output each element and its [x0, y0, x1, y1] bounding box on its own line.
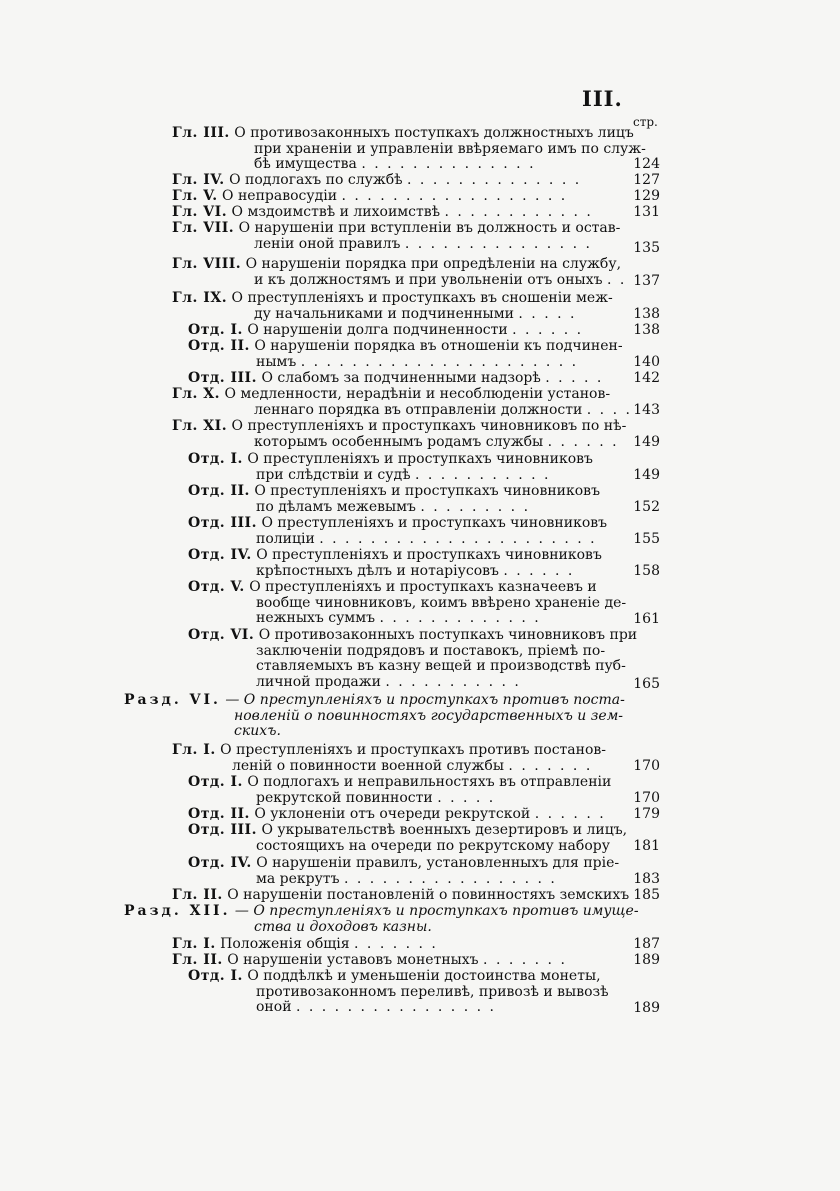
entry-page: 127 — [633, 172, 660, 188]
entry-text-line: леніи оной правилъ — [254, 235, 401, 252]
entry-label: Отд. II. — [188, 483, 250, 499]
toc-entry: Отд. III. О слабомъ за подчиненными надзорѣ . . . . . — [188, 370, 604, 386]
toc-entry: Гл. IV. О подлогахъ по службѣ . . . . . . . . . . . . . . — [172, 172, 582, 188]
entry-label: Гл. V. — [172, 188, 218, 204]
entry-label: Отд. IV. — [188, 547, 252, 563]
entry-text-line: О противозаконныхъ поступкахъ должностныхъ лицъ — [234, 125, 634, 141]
entry-text-line: О нарушеніи постановленій о повинностяхъ земскихъ — [227, 887, 630, 903]
entry-page: 131 — [633, 204, 660, 220]
entry-label: Гл. VI. — [172, 204, 228, 220]
entry-label: Гл. I. — [172, 936, 216, 952]
entry-label: Отд. IV. — [188, 855, 252, 871]
toc-entry: Отд. III. О преступленіяхъ и проступкахъ чиновниковъ полиціи . . . . . . . . . . . . . . . . . . . . . . — [188, 515, 608, 547]
section-title-line: скихъ. — [234, 723, 281, 740]
entry-page: 179 — [633, 806, 660, 822]
entry-label: Отд. I. — [188, 774, 243, 790]
section-title-line: — О преступленіяхъ и проступкахъ противъ имуще- — [234, 903, 639, 919]
entry-page: 140 — [633, 354, 660, 370]
entry-text-line: леннаго порядка въ отправленіи должности — [254, 401, 583, 418]
entry-text-line: О нарушеніи долга подчиненности — [247, 322, 508, 338]
entry-text-line: О нарушеніи уставовъ монетныхъ — [227, 952, 479, 968]
entry-label: Отд. II. — [188, 806, 250, 822]
entry-text-line: О нарушеніи при вступленіи въ должность и остав- — [238, 220, 621, 236]
entry-text-line: О подлогахъ по службѣ — [229, 172, 403, 188]
entry-page: 152 — [633, 499, 660, 515]
entry-label: Отд. I. — [188, 968, 243, 984]
entry-label: Гл. IX. — [172, 290, 228, 306]
section-title-line: новленій о повинностяхъ государственныхъ и зем- — [234, 707, 624, 724]
toc-entry: Отд. I. О нарушеніи долга подчиненности . . . . . . — [188, 322, 584, 338]
entry-label: Гл. II. — [172, 887, 223, 903]
entry-text-line: Положенія общія — [220, 936, 350, 952]
toc-entry: Отд. IV. О нарушеніи правилъ, установленныхъ для пріе- ма рекрутъ . . . . . . . . . . . . . . . . . — [188, 855, 620, 887]
entry-page: 149 — [633, 467, 660, 483]
entry-text-line: нымъ — [256, 353, 297, 370]
toc-entry: Гл. I. Положенія общія . . . . . . . — [172, 936, 438, 952]
entry-text-line: по дѣламъ межевымъ — [256, 498, 416, 515]
entry-page: 155 — [633, 531, 660, 547]
entry-text-line: О преступленіяхъ и проступкахъ чиновниковъ — [247, 451, 593, 467]
toc-entry: Гл. VI. О мздоимствѣ и лихоимствѣ . . . . . . . . . . . . — [172, 204, 593, 220]
entry-text-line: О преступленіяхъ и проступкахъ въ сношеніи меж- — [231, 290, 613, 306]
entry-text-line: О нарушеніи порядка въ отношеніи къ подчинен- — [254, 338, 623, 354]
toc-entry: Отд. I. О поддѣлкѣ и уменьшеніи достоинства монеты, противозаконномъ переливѣ, привозѣ и вывозѣ оной . . . . . . . . . . . . . . . . — [188, 969, 612, 1016]
entry-text-line: О медленности, нерадѣніи и несоблюденіи установ- — [224, 386, 611, 402]
toc-entry: Гл. I. О преступленіяхъ и проступкахъ противъ постанов- леній о повинности военной службы . . . . . . . — [172, 742, 607, 774]
entry-text-line: полиціи — [256, 530, 315, 547]
toc-entry: Отд. II. О преступленіяхъ и проступкахъ чиновниковъ по дѣламъ межевымъ . . . . . . . . . — [188, 483, 600, 515]
entry-text-line: личной продажи — [256, 673, 381, 690]
entry-page: 149 — [633, 434, 660, 450]
entry-page: 124 — [633, 156, 660, 172]
entry-text-line: леній о повинности военной службы — [232, 757, 504, 774]
entry-text-line: О подлогахъ и неправильностяхъ въ отправленіи — [247, 774, 612, 790]
entry-text-line: О преступленіяхъ и проступкахъ противъ постанов- — [220, 742, 607, 758]
entry-text-line: противозаконномъ переливѣ, привозѣ и вывозѣ — [256, 983, 609, 1000]
entry-label: Отд. VI. — [188, 627, 255, 643]
toc-entry: Гл. III. О противозаконныхъ поступкахъ должностныхъ лицъ при храненіи и управленіи ввѣряемаго имъ по служ- бѣ имущества . . . . . . . . . . . . . . — [172, 125, 646, 173]
toc-entry: Отд. I. О преступленіяхъ и проступкахъ чиновниковъ при слѣдствіи и судѣ . . . . . . . . . . . — [188, 451, 593, 483]
toc-entry — [172, 887, 630, 904]
entry-text-line: О преступленіяхъ и проступкахъ чиновниковъ — [256, 547, 602, 563]
entry-label: Гл. VII. — [172, 220, 235, 236]
section-title-line: ства и доходовъ казны. — [254, 918, 432, 935]
entry-text-line: О уклоненіи отъ очереди рекрутской — [254, 806, 531, 822]
entry-text-line: ставляемыхъ въ казну вещей и производствѣ пуб- — [256, 658, 626, 675]
toc-entry: Отд. II. О нарушеніи порядка въ отношеніи къ подчинен- нымъ . . . . . . . . . . . . . . . . . . . . . . — [188, 338, 623, 370]
entry-page: 135 — [633, 240, 660, 256]
entry-page: 161 — [633, 611, 660, 627]
entry-text-line: О нарушеніи порядка при опредѣленіи на службу, — [245, 256, 622, 272]
entry-page: 187 — [633, 936, 660, 952]
section-label: Разд. VI. — [124, 692, 221, 708]
entry-page: 183 — [633, 871, 660, 887]
entry-label: Отд. II. — [188, 338, 250, 354]
entry-text-line: О слабомъ за подчиненными надзорѣ — [261, 370, 541, 386]
entry-text-line: заключеніи подрядовъ и поставокъ, пріемѣ по- — [256, 642, 606, 659]
entry-label: Гл. III. — [172, 125, 230, 141]
entry-page: 142 — [633, 370, 660, 386]
entry-label: Отд. III. — [188, 515, 257, 531]
entry-label: Отд. III. — [188, 370, 257, 386]
entry-page: 189 — [633, 952, 660, 968]
entry-text-line: О преступленіяхъ и проступкахъ чиновниковъ по нѣ- — [231, 418, 627, 434]
entry-text-line: состоящихъ на очереди по рекрутскому набору — [256, 837, 610, 854]
entry-text-line: крѣпостныхъ дѣлъ и нотаріусовъ — [256, 562, 499, 579]
entry-text-line: О преступленіяхъ и проступкахъ чиновниковъ — [261, 515, 608, 531]
toc-entry: Отд. V. О преступленіяхъ и проступкахъ казначеевъ и вообще чиновниковъ, коимъ ввѣрено храненіе де- нежныхъ суммъ . . . . . . . . . . . . . — [188, 579, 627, 627]
page-column-header: стр. — [633, 115, 658, 129]
entry-page: 189 — [633, 1000, 660, 1016]
entry-label: Гл. I. — [172, 742, 216, 758]
entry-label: Отд. I. — [188, 451, 243, 467]
toc-entry: Гл. VII. О нарушеніи при вступленіи въ должность и остав- леніи оной правилъ . . . . . . . . . . . . . . . — [172, 220, 621, 252]
entry-label: Отд. III. — [188, 822, 257, 838]
toc-entry: Гл. XI. О преступленіяхъ и проступкахъ чиновниковъ по нѣ- которымъ особеннымъ родамъ службы . . . . . . — [172, 418, 627, 450]
toc-entry: Гл. VIII. О нарушеніи порядка при опредѣленіи на службу, и къ должностямъ и при увольненіи отъ оныхъ . . — [172, 256, 627, 288]
entry-label: Гл. XI. — [172, 418, 228, 434]
entry-label: Отд. V. — [188, 579, 245, 595]
entry-page: 165 — [633, 676, 660, 692]
entry-page: 170 — [633, 790, 660, 806]
entry-text-line: О противозаконныхъ поступкахъ чиновниковъ при — [258, 627, 638, 643]
entry-page: 181 — [633, 838, 660, 854]
entry-text-line: рекрутской повинности — [256, 789, 433, 806]
entry-text-line: ду начальниками и подчиненными — [254, 305, 514, 322]
entry-label: Гл. X. — [172, 386, 221, 402]
entry-page: 138 — [633, 322, 660, 338]
toc-entry: Гл. X. О медленности, нерадѣніи и несоблюденіи установ- леннаго порядка въ отправленіи должности . . . . — [172, 386, 632, 418]
entry-label: Гл. IV. — [172, 172, 225, 188]
entry-page: 137 — [633, 273, 660, 289]
entry-text-line: и къ должностямъ и при увольненіи отъ оныхъ — [254, 271, 603, 288]
entry-text-line: О нарушеніи правилъ, установленныхъ для пріе- — [256, 855, 620, 871]
entry-text-line: О поддѣлкѣ и уменьшеніи достоинства монеты, — [247, 968, 601, 984]
entry-text-line: О преступленіяхъ и проступкахъ казначеевъ и — [249, 579, 597, 595]
entry-label: Гл. VIII. — [172, 256, 242, 272]
entry-text-line: О неправосудіи — [222, 188, 338, 204]
entry-page: 158 — [633, 563, 660, 579]
entry-text-line: вообще чиновниковъ, коимъ ввѣрено храненіе де- — [256, 594, 627, 611]
toc-entry: Отд. I. О подлогахъ и неправильностяхъ въ отправленіи рекрутской повинности . . . . . — [188, 774, 612, 806]
toc-entry: Гл. II. О нарушеніи уставовъ монетныхъ . . . . . . . — [172, 952, 567, 968]
entry-text-line: которымъ особеннымъ родамъ службы — [254, 433, 544, 450]
toc-entry: Отд. IV. О преступленіяхъ и проступкахъ чиновниковъ крѣпостныхъ дѣлъ и нотаріусовъ . . . . . . — [188, 547, 602, 579]
entry-label: Отд. I. — [188, 322, 243, 338]
toc-entry: Отд. VI. О противозаконныхъ поступкахъ чиновниковъ при заключеніи подрядовъ и поставокъ, пріемѣ по- ставляемыхъ въ казну вещей и производствѣ пуб- личной продажи . . . . . . . . . . . — [188, 627, 638, 690]
toc-entry — [188, 822, 628, 854]
entry-page: 138 — [633, 306, 660, 322]
entry-text-line: при храненіи и управленіи ввѣряемаго имъ по служ- — [254, 140, 646, 157]
section-title-line: — О преступленіяхъ и проступкахъ противъ поста- — [225, 692, 625, 708]
toc-entry: Гл. IX. О преступленіяхъ и проступкахъ въ сношеніи меж- ду начальниками и подчиненными . . . . . — [172, 290, 613, 322]
entry-text-line: О мздоимствѣ и лихоимствѣ — [231, 204, 441, 220]
entry-text-line: оной — [256, 999, 292, 1016]
toc-section — [124, 692, 625, 740]
entry-text-line: О преступленіяхъ и проступкахъ чиновниковъ — [254, 483, 600, 499]
entry-text-line: ма рекрутъ — [256, 870, 340, 887]
entry-text-line: нежныхъ суммъ — [256, 610, 375, 627]
page-number: III. — [582, 86, 623, 111]
section-label: Разд. XII. — [124, 903, 231, 919]
entry-text-line: О укрывательствѣ военныхъ дезертировъ и лицъ, — [261, 822, 628, 838]
entry-page: 143 — [633, 402, 660, 418]
entry-page: 170 — [633, 758, 660, 774]
entry-text-line: при слѣдствіи и судѣ — [256, 466, 411, 483]
entry-label: Гл. II. — [172, 952, 223, 968]
entry-page: 185 — [633, 887, 660, 903]
toc-entry: Гл. V. О неправосудіи . . . . . . . . . . . . . . . . . . — [172, 188, 568, 204]
toc-entry: Отд. II. О уклоненіи отъ очереди рекрутской . . . . . . — [188, 806, 606, 822]
entry-text-line: бѣ имущества — [254, 156, 357, 173]
entry-page: 129 — [633, 188, 660, 204]
toc-section — [124, 903, 639, 935]
